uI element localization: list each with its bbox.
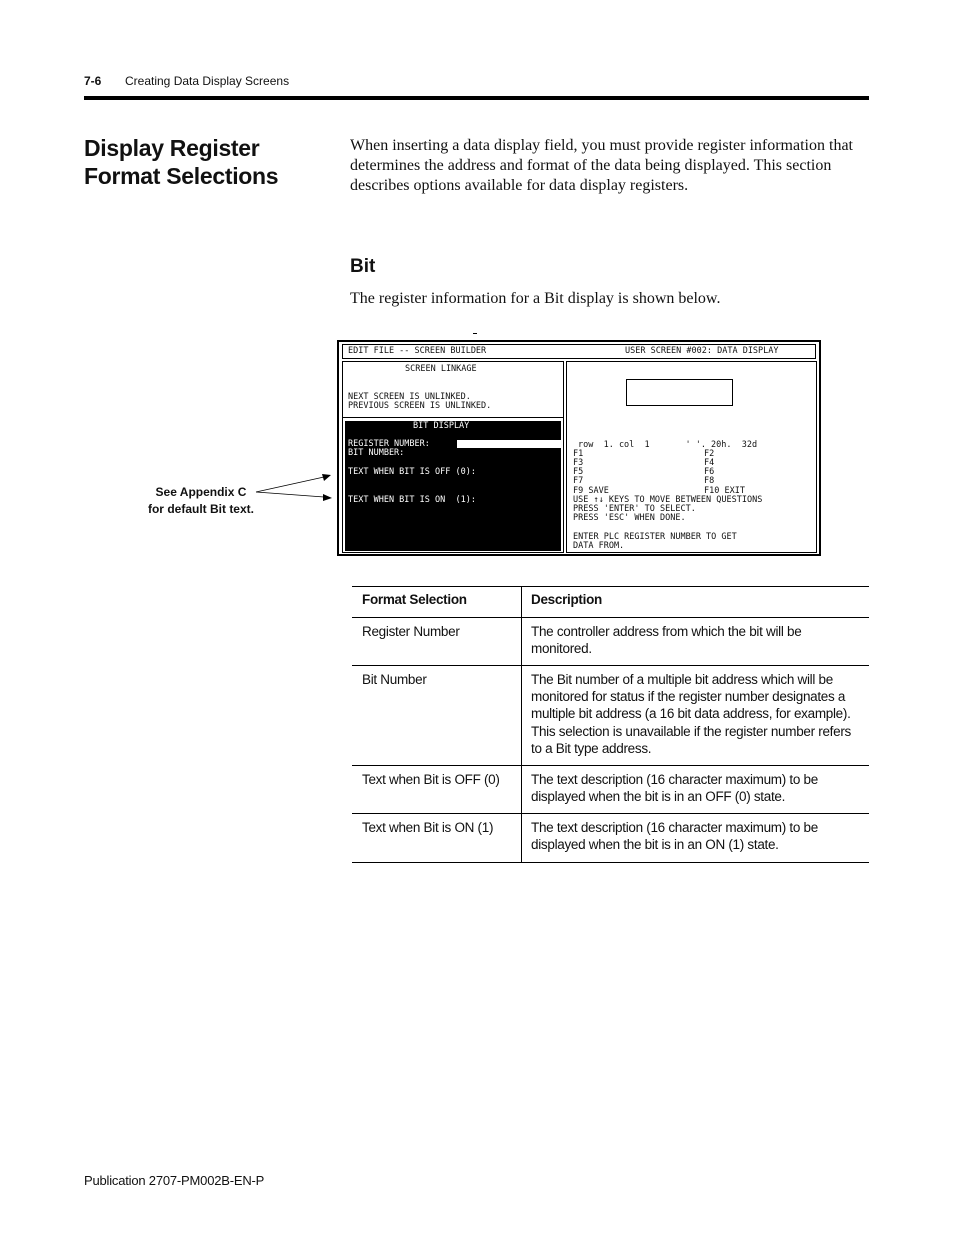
linkage-title: SCREEN LINKAGE <box>405 364 477 374</box>
fkey-f3: F3 <box>573 458 584 468</box>
bit-number-label: BIT NUMBER: <box>348 448 405 458</box>
callout-arrow-upper <box>256 477 324 492</box>
bit-display-panel <box>345 421 561 551</box>
row-description: The controller address from which the bit will be monitored. <box>531 624 802 657</box>
row-selection: Bit Number <box>362 672 427 687</box>
publication-footer: Publication 2707-PM002B-EN-P <box>84 1173 265 1188</box>
fkey-f9-save: F9 SAVE <box>573 486 609 496</box>
register-number-label: REGISTER NUMBER: <box>348 439 430 449</box>
table-column-divider <box>521 586 522 863</box>
linkage-previous: PREVIOUS SCREEN IS UNLINKED. <box>348 401 492 411</box>
fkey-f6: F6 <box>704 467 715 477</box>
bit-display-title: BIT DISPLAY <box>413 421 470 431</box>
screen-right-panel <box>566 361 817 553</box>
callout-line-2: for default Bit text. <box>147 502 254 516</box>
subsection-text: The register information for a Bit display is shown below. <box>350 290 721 307</box>
arrowhead-lower-icon <box>323 494 332 501</box>
screen-builder-figure <box>337 340 821 556</box>
format-selection-table <box>352 586 869 864</box>
register-number-field[interactable] <box>457 440 563 448</box>
data-display-preview <box>626 379 733 406</box>
arrowhead-upper-icon <box>322 474 331 481</box>
table-header-description: Description <box>531 592 602 607</box>
screen-title-left: EDIT FILE -- SCREEN BUILDER <box>348 346 487 356</box>
header-rule <box>84 96 869 100</box>
row-selection: Text when Bit is ON (1) <box>362 820 494 835</box>
table-row-rule <box>352 813 869 814</box>
row-selection: Register Number <box>362 624 460 639</box>
table-top-rule <box>352 586 869 587</box>
callout-arrow-lower <box>256 492 324 497</box>
callout-arrows <box>250 470 336 504</box>
stray-mark <box>473 333 477 334</box>
fkey-f1: F1 <box>573 449 584 459</box>
table-row-rule <box>352 665 869 666</box>
table-header-selection: Format Selection <box>362 592 467 607</box>
help-line-2: PRESS 'ENTER' TO SELECT. <box>573 504 696 514</box>
cursor-status: row 1. col 1 ' '. 20h. 32d <box>578 440 758 450</box>
section-intro: When inserting a data display field, you must provide register information that determines the address and format of the data being displayed. This section describes options available for data display registers. <box>350 137 853 194</box>
fkey-f10-exit: F10 EXIT <box>704 486 745 496</box>
callout-note <box>146 484 256 518</box>
callout-line-1: See Appendix C <box>155 485 247 499</box>
subsection-title: Bit <box>350 256 376 277</box>
help-line-1: USE ↑↓ KEYS TO MOVE BETWEEN QUESTIONS <box>573 495 763 505</box>
help-line-3: PRESS 'ESC' WHEN DONE. <box>573 513 686 523</box>
fkey-f2: F2 <box>704 449 715 459</box>
screen-title-bar <box>342 344 816 359</box>
screen-left-panel <box>342 361 564 553</box>
page-number: 7-6 <box>84 74 102 88</box>
text-off-label: TEXT WHEN BIT IS OFF (0): <box>348 467 476 477</box>
table-row-rule <box>352 765 869 766</box>
fkey-f8: F8 <box>704 476 715 486</box>
linkage-next: NEXT SCREEN IS UNLINKED. <box>348 392 471 402</box>
section-title: Display Register Format Selections <box>84 135 279 189</box>
table-bottom-rule <box>352 862 869 863</box>
fkey-f7: F7 <box>573 476 584 486</box>
chapter-title: Creating Data Display Screens <box>125 74 290 88</box>
prompt-line-1: ENTER PLC REGISTER NUMBER TO GET <box>573 532 737 542</box>
fkey-f5: F5 <box>573 467 584 477</box>
fkey-f4: F4 <box>704 458 715 468</box>
row-selection: Text when Bit is OFF (0) <box>362 772 500 787</box>
text-on-label: TEXT WHEN BIT IS ON (1): <box>348 495 476 505</box>
row-description: The Bit number of a multiple bit address which will be monitored for status if the register number designates a multiple bit address (a 16 bit data address, for example). This selection is unavailable if the register number refers to a Bit type address. <box>531 672 851 756</box>
table-header-rule <box>352 617 869 618</box>
prompt-line-2: DATA FROM. <box>573 541 625 551</box>
screen-linkage-box <box>343 362 563 418</box>
row-description: The text description (16 character maximum) to be displayed when the bit is in an OFF (0) state. <box>531 772 818 805</box>
row-description: The text description (16 character maximum) to be displayed when the bit is in an ON (1) state. <box>531 820 818 853</box>
screen-title-right: USER SCREEN #002: DATA DISPLAY <box>625 346 779 356</box>
